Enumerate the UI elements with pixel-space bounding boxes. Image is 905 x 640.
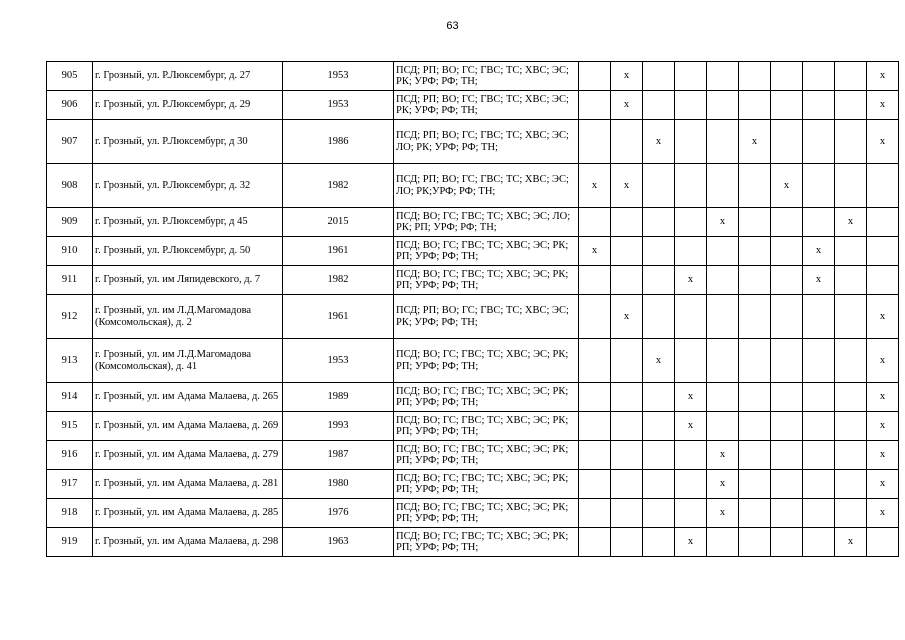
services-cell: ПСД; ВО; ГС; ГВС; ТС; ХВС; ЭС; РК; РП; УРФ; РФ; ТН; [394,528,579,557]
row-number-cell: 910 [47,237,93,266]
mark-cell [771,412,803,441]
mark-cell [771,62,803,91]
services-cell: ПСД; ВО; ГС; ГВС; ТС; ХВС; ЭС; РК; РП; УРФ; РФ; ТН; [394,412,579,441]
mark-cell [739,295,771,339]
mark-cell [675,441,707,470]
mark-cell [643,266,675,295]
row-number-cell: 919 [47,528,93,557]
address-cell: г. Грозный, ул. Р.Люксембург, д 45 [93,208,283,237]
table-row [47,383,899,412]
mark-cell: х [867,295,899,339]
mark-cell [643,164,675,208]
mark-cell [643,441,675,470]
mark-cell [579,91,611,120]
mark-cell [739,412,771,441]
mark-cell [643,237,675,266]
mark-cell: х [739,120,771,164]
row-number-cell: 909 [47,208,93,237]
year-cell: 1963 [283,528,394,557]
mark-cell: х [611,295,643,339]
mark-cell [707,339,739,383]
mark-cell: х [771,164,803,208]
mark-cell [611,208,643,237]
mark-cell [739,441,771,470]
year-cell: 1982 [283,164,394,208]
mark-cell [675,295,707,339]
address-cell: г. Грозный, ул. им Адама Малаева, д. 298 [93,528,283,557]
mark-cell [675,62,707,91]
mark-cell [739,164,771,208]
row-number-cell: 914 [47,383,93,412]
services-cell: ПСД; ВО; ГС; ГВС; ТС; ХВС; ЭС; РК; РП; УРФ; РФ; ТН; [394,237,579,266]
mark-cell [867,266,899,295]
mark-cell [675,339,707,383]
mark-cell: х [707,441,739,470]
address-cell: г. Грозный, ул. Р.Люксембург, д. 29 [93,91,283,120]
address-cell: г. Грозный, ул. им Адама Малаева, д. 279 [93,441,283,470]
services-cell: ПСД; ВО; ГС; ГВС; ТС; ХВС; ЭС; РК; РП; УРФ; РФ; ТН; [394,470,579,499]
mark-cell [675,208,707,237]
table-row [47,62,899,91]
mark-cell [835,237,867,266]
row-number-cell: 913 [47,339,93,383]
year-cell: 1961 [283,237,394,266]
mark-cell: х [867,339,899,383]
year-cell: 1993 [283,412,394,441]
mark-cell [707,295,739,339]
mark-cell: х [867,499,899,528]
mark-cell: х [611,62,643,91]
year-cell: 1986 [283,120,394,164]
mark-cell: х [803,266,835,295]
row-number-cell: 917 [47,470,93,499]
mark-cell [707,528,739,557]
mark-cell [579,470,611,499]
mark-cell [739,499,771,528]
mark-cell [771,470,803,499]
mark-cell [771,208,803,237]
mark-cell: х [675,383,707,412]
mark-cell: х [835,208,867,237]
mark-cell [739,339,771,383]
mark-cell [579,295,611,339]
mark-cell [707,266,739,295]
mark-cell [803,499,835,528]
year-cell: 1976 [283,499,394,528]
mark-cell [675,470,707,499]
services-cell: ПСД; РП; ВО; ГС; ГВС; ТС; ХВС; ЭС; РК; УРФ; РФ; ТН; [394,62,579,91]
address-cell: г. Грозный, ул. им Адама Малаева, д. 281 [93,470,283,499]
mark-cell [643,208,675,237]
mark-cell [867,528,899,557]
services-cell: ПСД; ВО; ГС; ГВС; ТС; ХВС; ЭС; РК; РП; УРФ; РФ; ТН; [394,499,579,528]
mark-cell: х [867,441,899,470]
year-cell: 1987 [283,441,394,470]
mark-cell [707,62,739,91]
mark-cell [643,499,675,528]
mark-cell: х [707,470,739,499]
address-cell: г. Грозный, ул. Р.Люксембург, д. 50 [93,237,283,266]
mark-cell [771,266,803,295]
mark-cell: х [643,339,675,383]
row-number-cell: 908 [47,164,93,208]
mark-cell [611,528,643,557]
mark-cell: х [835,528,867,557]
mark-cell [771,91,803,120]
mark-cell [835,164,867,208]
table-body [47,62,899,557]
mark-cell [867,237,899,266]
mark-cell [771,120,803,164]
mark-cell [643,91,675,120]
mark-cell [579,441,611,470]
table-row [47,339,899,383]
mark-cell [803,339,835,383]
mark-cell [803,295,835,339]
services-cell: ПСД; ВО; ГС; ГВС; ТС; ХВС; ЭС; ЛО; РК; РП; УРФ; РФ; ТН; [394,208,579,237]
year-cell: 1953 [283,339,394,383]
mark-cell [611,499,643,528]
mark-cell [739,383,771,412]
mark-cell [803,164,835,208]
mark-cell [707,412,739,441]
year-cell: 1953 [283,91,394,120]
mark-cell [803,383,835,412]
mark-cell [611,470,643,499]
mark-cell [771,528,803,557]
mark-cell: х [867,62,899,91]
mark-cell [579,120,611,164]
mark-cell [803,91,835,120]
mark-cell [835,499,867,528]
mark-cell [579,208,611,237]
mark-cell [739,528,771,557]
row-number-cell: 905 [47,62,93,91]
address-cell: г. Грозный, ул. им Л.Д.Магомадова (Комсомольская), д. 41 [93,339,283,383]
mark-cell [739,91,771,120]
mark-cell [803,62,835,91]
services-cell: ПСД; ВО; ГС; ГВС; ТС; ХВС; ЭС; РК; РП; УРФ; РФ; ТН; [394,383,579,412]
mark-cell [835,120,867,164]
mark-cell [611,266,643,295]
table-row [47,470,899,499]
mark-cell: х [675,412,707,441]
mark-cell [611,441,643,470]
services-cell: ПСД; РП; ВО; ГС; ГВС; ТС; ХВС; ЭС; РК; УРФ; РФ; ТН; [394,91,579,120]
mark-cell [611,383,643,412]
mark-cell [803,208,835,237]
table-row [47,208,899,237]
address-cell: г. Грозный, ул. им Адама Малаева, д. 269 [93,412,283,441]
mark-cell [771,441,803,470]
mark-cell [675,91,707,120]
table-row [47,441,899,470]
mark-cell [803,412,835,441]
address-cell: г. Грозный, ул. им Адама Малаева, д. 285 [93,499,283,528]
mark-cell [707,120,739,164]
mark-cell [739,266,771,295]
services-cell: ПСД; РП; ВО; ГС; ГВС; ТС; ХВС; ЭС; РК; УРФ; РФ; ТН; [394,295,579,339]
mark-cell [611,339,643,383]
table-row [47,237,899,266]
address-cell: г. Грозный, ул. им Ляпидевского, д. 7 [93,266,283,295]
mark-cell [643,528,675,557]
mark-cell: х [611,91,643,120]
mark-cell: х [675,528,707,557]
year-cell: 1982 [283,266,394,295]
mark-cell [771,499,803,528]
mark-cell [835,62,867,91]
mark-cell [643,412,675,441]
mark-cell [803,120,835,164]
mark-cell [835,91,867,120]
mark-cell [835,383,867,412]
mark-cell: х [867,412,899,441]
mark-cell [739,470,771,499]
year-cell: 1980 [283,470,394,499]
table-row [47,528,899,557]
row-number-cell: 906 [47,91,93,120]
mark-cell [835,412,867,441]
services-cell: ПСД; РП; ВО; ГС; ГВС; ТС; ХВС; ЭС; ЛО; РК; УРФ; РФ; ТН; [394,120,579,164]
mark-cell [675,164,707,208]
mark-cell [739,62,771,91]
mark-cell [803,441,835,470]
mark-cell [675,237,707,266]
mark-cell [707,164,739,208]
mark-cell [579,499,611,528]
row-number-cell: 916 [47,441,93,470]
mark-cell [643,470,675,499]
mark-cell [835,339,867,383]
mark-cell: х [707,208,739,237]
mark-cell [579,266,611,295]
page-number: 63 [446,20,459,32]
mark-cell [835,295,867,339]
mark-cell [771,295,803,339]
services-cell: ПСД; ВО; ГС; ГВС; ТС; ХВС; ЭС; РК; РП; УРФ; РФ; ТН; [394,339,579,383]
mark-cell: х [643,120,675,164]
mark-cell: х [867,470,899,499]
mark-cell: х [867,120,899,164]
mark-cell [739,208,771,237]
row-number-cell: 918 [47,499,93,528]
mark-cell [771,339,803,383]
mark-cell [707,383,739,412]
mark-cell [707,237,739,266]
mark-cell: х [707,499,739,528]
mark-cell [739,237,771,266]
row-number-cell: 911 [47,266,93,295]
mark-cell [803,528,835,557]
mark-cell [675,120,707,164]
mark-cell [803,470,835,499]
year-cell: 1953 [283,62,394,91]
table-row [47,499,899,528]
mark-cell [835,441,867,470]
mark-cell [579,383,611,412]
address-cell: г. Грозный, ул. Р.Люксембург, д. 27 [93,62,283,91]
row-number-cell: 915 [47,412,93,441]
address-cell: г. Грозный, ул. им Л.Д.Магомадова (Комсомольская), д. 2 [93,295,283,339]
mark-cell: х [867,91,899,120]
year-cell: 1989 [283,383,394,412]
services-cell: ПСД; ВО; ГС; ГВС; ТС; ХВС; ЭС; РК; РП; УРФ; РФ; ТН; [394,266,579,295]
table-row [47,412,899,441]
row-number-cell: 912 [47,295,93,339]
year-cell: 2015 [283,208,394,237]
mark-cell [835,470,867,499]
mark-cell [611,120,643,164]
mark-cell [707,91,739,120]
mark-cell [867,164,899,208]
table-row [47,266,899,295]
table-row [47,120,899,164]
mark-cell: х [579,237,611,266]
mark-cell [771,383,803,412]
mark-cell: х [579,164,611,208]
mark-cell [611,412,643,441]
mark-cell [579,528,611,557]
address-cell: г. Грозный, ул. им Адама Малаева, д. 265 [93,383,283,412]
address-cell: г. Грозный, ул. Р.Люксембург, д 30 [93,120,283,164]
mark-cell [771,237,803,266]
mark-cell [643,383,675,412]
mark-cell [675,499,707,528]
mark-cell [611,237,643,266]
mark-cell: х [803,237,835,266]
mark-cell [579,412,611,441]
address-cell: г. Грозный, ул. Р.Люксембург, д. 32 [93,164,283,208]
mark-cell [643,62,675,91]
mark-cell [643,295,675,339]
mark-cell: х [675,266,707,295]
mark-cell [835,266,867,295]
row-number-cell: 907 [47,120,93,164]
year-cell: 1961 [283,295,394,339]
mark-cell [867,208,899,237]
table-row [47,164,899,208]
mark-cell: х [611,164,643,208]
services-cell: ПСД; РП; ВО; ГС; ГВС; ТС; ХВС; ЭС; ЛО; РК;УРФ; РФ; ТН; [394,164,579,208]
mark-cell [579,339,611,383]
table-row [47,91,899,120]
mark-cell: х [867,383,899,412]
housing-registry-table [46,61,899,557]
table-row [47,295,899,339]
services-cell: ПСД; ВО; ГС; ГВС; ТС; ХВС; ЭС; РК; РП; УРФ; РФ; ТН; [394,441,579,470]
mark-cell [579,62,611,91]
